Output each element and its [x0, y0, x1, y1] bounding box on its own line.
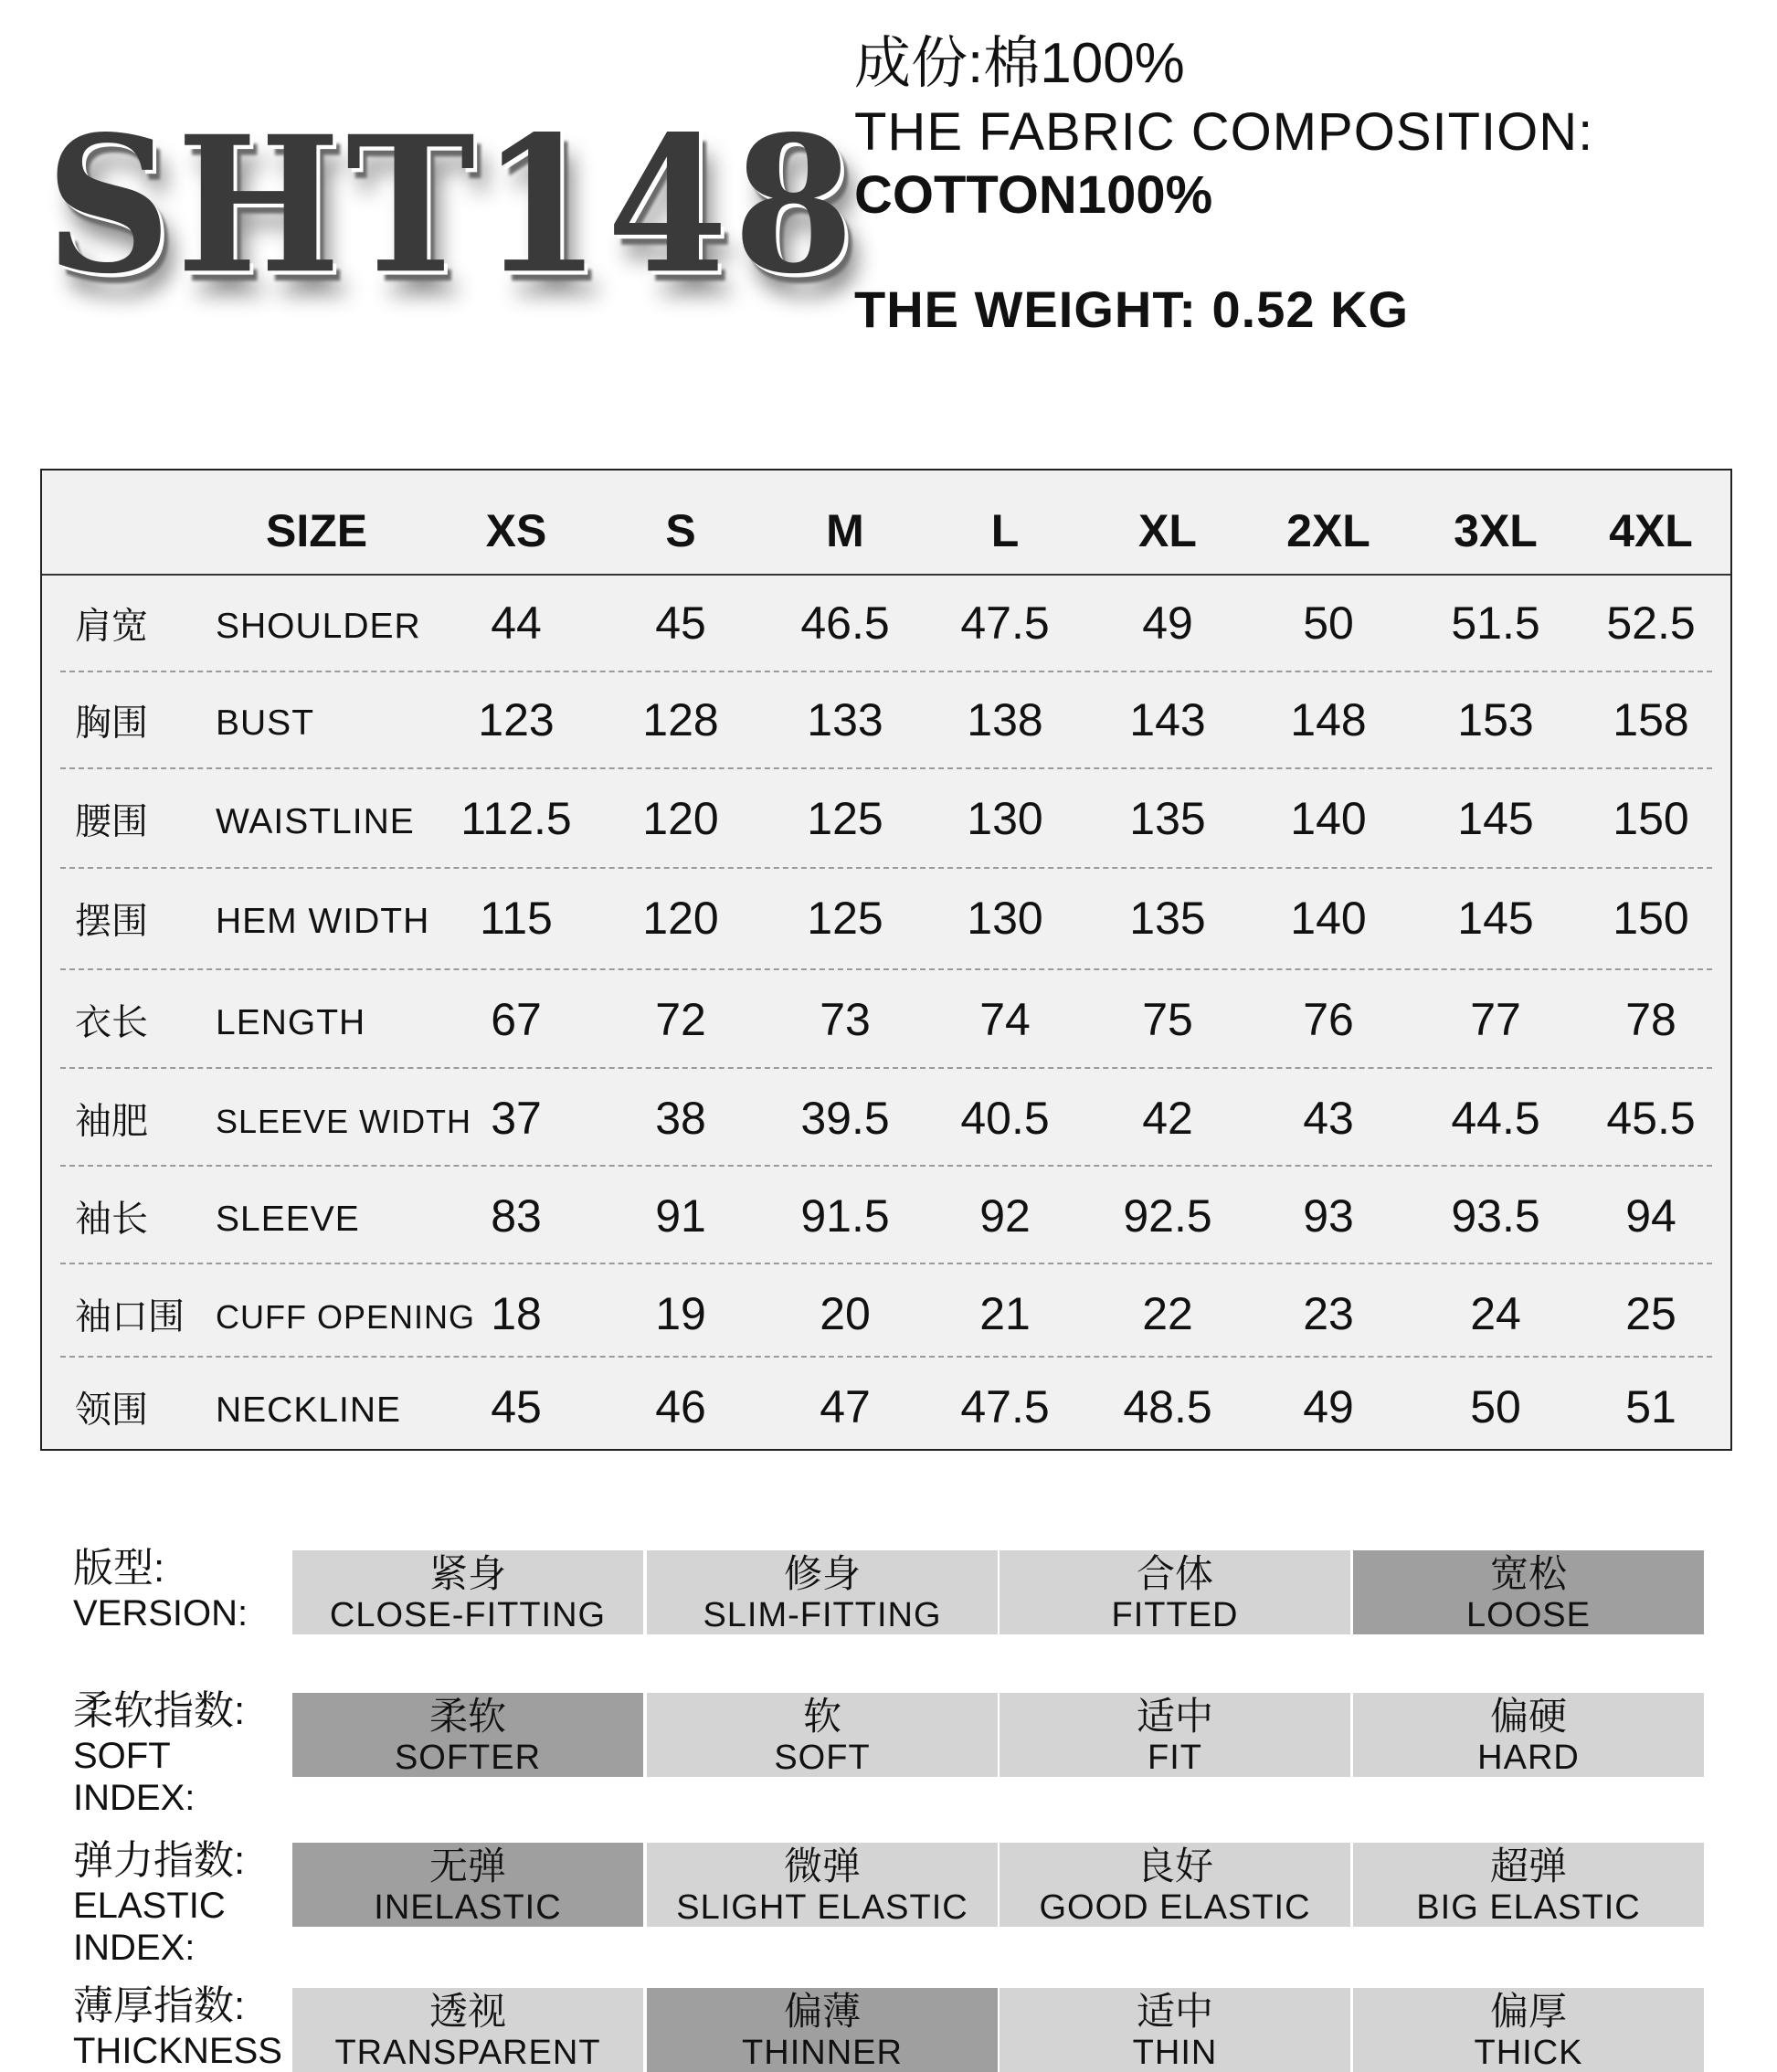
measure-label-en: SHOULDER [216, 607, 421, 646]
measure-value: 47.5 [960, 597, 1050, 649]
scale-label [73, 1687, 245, 1819]
scale-option-cn: 偏硬 [1489, 1695, 1567, 1738]
measure-value: 153 [1457, 694, 1534, 745]
measure-value: 123 [478, 694, 555, 745]
measure-label-en: CUFF OPENING [216, 1298, 476, 1336]
scale-label-cn: 版型: [73, 1546, 165, 1591]
measure-value: 158 [1613, 694, 1689, 745]
measure-label-cn: 领围 [75, 1390, 148, 1431]
measure-value: 49 [1142, 597, 1193, 649]
measure-value: 74 [979, 994, 1031, 1045]
size-header-3xl: 3XL [1454, 505, 1538, 556]
table-row [42, 1264, 1730, 1358]
scale-option [292, 1550, 643, 1634]
measure-label-cn: 袖长 [75, 1199, 148, 1240]
fabric-composition-cn: 成份:棉100% [854, 32, 1185, 95]
measure-label-cn: 衣长 [75, 1002, 148, 1043]
measure-value: 19 [655, 1288, 706, 1339]
measure-label-cn: 胸围 [75, 703, 148, 744]
measure-value: 25 [1625, 1288, 1677, 1339]
scale-option-en: LOOSE [1466, 1596, 1591, 1634]
measure-value: 67 [491, 994, 542, 1045]
measure-value: 138 [967, 694, 1043, 745]
measure-value: 130 [967, 893, 1043, 944]
measure-value: 78 [1625, 994, 1677, 1045]
scale-option-en: INELASTIC [374, 1888, 562, 1927]
scale-label [73, 1545, 248, 1634]
measure-value: 45 [491, 1381, 542, 1432]
scale-option [1353, 1693, 1704, 1777]
scale-option-cn: 超弹 [1489, 1845, 1567, 1887]
scale-label-en: ELASTIC [73, 1886, 226, 1926]
scale-option-cn: 良好 [1136, 1845, 1213, 1887]
measure-value: 140 [1290, 893, 1367, 944]
measure-label-en: SLEEVE [216, 1200, 360, 1239]
scale-label [73, 1837, 245, 1969]
scale-label-en: VERSION: [73, 1593, 249, 1633]
measure-label-en: LENGTH [216, 1003, 366, 1042]
measure-value: 91.5 [800, 1190, 890, 1242]
scale-option-cn: 偏厚 [1489, 1990, 1567, 2033]
size-header-xl: XL [1138, 505, 1197, 556]
scale-option [647, 1693, 998, 1777]
scale-option [1000, 1693, 1350, 1777]
measure-value: 18 [491, 1288, 542, 1339]
measure-value: 150 [1613, 893, 1689, 944]
scale-option-en: SLIM-FITTING [703, 1596, 942, 1634]
measure-value: 145 [1457, 893, 1534, 944]
measure-value: 48.5 [1123, 1381, 1212, 1432]
scale-label-en: INDEX: [73, 1778, 196, 1818]
scale-option [1000, 1550, 1350, 1634]
measure-value: 148 [1290, 694, 1367, 745]
measure-value: 49 [1303, 1381, 1354, 1432]
measure-value: 38 [655, 1093, 706, 1144]
scale-option-en: SLIGHT ELASTIC [676, 1888, 968, 1927]
scale-label-cn: 薄厚指数: [73, 1983, 246, 2028]
size-header-m: M [826, 505, 864, 556]
measure-value: 51 [1625, 1381, 1677, 1432]
measure-value: 42 [1142, 1093, 1193, 1144]
scale-option-cn: 无弹 [428, 1845, 506, 1887]
size-table [40, 469, 1732, 1451]
measure-label-cn: 肩宽 [75, 606, 148, 647]
measure-label-en: HEM WIDTH [216, 902, 430, 941]
measure-value: 20 [820, 1288, 871, 1339]
measure-value: 73 [820, 994, 871, 1045]
scale-option-en: SOFT [774, 1739, 871, 1777]
fabric-composition-value: COTTON100% [854, 165, 1213, 225]
fabric-info [854, 27, 1593, 339]
table-row [42, 1358, 1730, 1451]
size-header-label: SIZE [266, 505, 368, 556]
scale-option-en: FIT [1148, 1739, 1202, 1777]
scale-option-cn: 适中 [1136, 1695, 1213, 1738]
measure-value: 133 [807, 694, 883, 745]
size-header-s: S [665, 505, 696, 556]
scale-option [1000, 1988, 1350, 2072]
measure-value: 125 [807, 793, 883, 844]
size-header-xs: XS [485, 505, 547, 556]
measure-value: 24 [1470, 1288, 1521, 1339]
measure-value: 125 [807, 893, 883, 944]
scale-label-en: INDEX: [73, 1928, 196, 1968]
measure-value: 44.5 [1451, 1093, 1540, 1144]
scale-option-en: THICK [1474, 2034, 1583, 2072]
scale-option-en: THIN [1132, 2034, 1218, 2072]
scale-option-en: THINNER [742, 2034, 903, 2072]
measure-value: 94 [1625, 1190, 1677, 1242]
measure-value: 76 [1303, 994, 1354, 1045]
scale-option-selected [1353, 1550, 1704, 1634]
table-row [42, 671, 1730, 769]
measure-value: 39.5 [800, 1093, 890, 1144]
scale-option [1353, 1843, 1704, 1927]
measure-value: 21 [979, 1288, 1031, 1339]
measure-value: 93 [1303, 1190, 1354, 1242]
measure-value: 40.5 [960, 1093, 1050, 1144]
table-row [42, 769, 1730, 869]
scale-option-en: GOOD ELASTIC [1039, 1888, 1311, 1927]
measure-value: 140 [1290, 793, 1367, 844]
measure-value: 92.5 [1123, 1190, 1212, 1242]
measure-value: 72 [655, 994, 706, 1045]
measure-value: 128 [642, 694, 719, 745]
size-header-2xl: 2XL [1286, 505, 1370, 556]
measure-value: 23 [1303, 1288, 1354, 1339]
measure-label-en: WAISTLINE [216, 802, 415, 841]
scale-option-en: HARD [1477, 1739, 1580, 1777]
measure-value: 143 [1129, 694, 1206, 745]
size-header-4xl: 4XL [1609, 505, 1693, 556]
scale-option-cn: 修身 [783, 1552, 861, 1595]
fabric-weight: THE WEIGHT: 0.52 KG [854, 280, 1410, 338]
scale-option [292, 1988, 643, 2072]
scale-option [647, 1550, 998, 1634]
measure-value: 91 [655, 1190, 706, 1242]
scale-label [73, 1982, 282, 2072]
fabric-composition-title: THE FABRIC COMPOSITION: [854, 102, 1594, 162]
table-row [42, 970, 1730, 1069]
measure-value: 43 [1303, 1093, 1354, 1144]
scale-option-cn: 合体 [1136, 1552, 1213, 1595]
scale-option-en: CLOSE-FITTING [329, 1596, 607, 1634]
measure-value: 45.5 [1606, 1093, 1696, 1144]
size-header-l: L [990, 505, 1020, 556]
size-table-header [42, 470, 1730, 576]
scale-option-cn: 软 [802, 1695, 841, 1738]
scale-option [647, 1843, 998, 1927]
measure-value: 37 [491, 1093, 542, 1144]
scale-label-cn: 柔软指数: [73, 1688, 246, 1733]
measure-value: 150 [1613, 793, 1689, 844]
product-code: SHT148 [46, 95, 860, 315]
scale-option-cn: 微弹 [783, 1845, 861, 1887]
scale-option-cn: 宽松 [1489, 1552, 1567, 1595]
scale-label-cn: 弹力指数: [73, 1838, 246, 1883]
scale-option [1000, 1843, 1350, 1927]
table-row [42, 1069, 1730, 1167]
scale-option-selected [647, 1988, 998, 2072]
scale-option-en: SOFTER [394, 1739, 542, 1777]
scale-option-cn: 适中 [1136, 1990, 1213, 2033]
scale-label-en: THICKNESS [73, 2031, 282, 2071]
measure-value: 135 [1129, 893, 1206, 944]
product-logo [27, 91, 860, 329]
measure-value: 52.5 [1606, 597, 1696, 649]
measure-value: 83 [491, 1190, 542, 1242]
scale-option-selected [292, 1843, 643, 1927]
measure-label-cn: 袖口围 [75, 1296, 185, 1337]
measure-label-en: NECKLINE [216, 1390, 402, 1430]
measure-value: 44 [491, 597, 542, 649]
measure-value: 47 [820, 1381, 871, 1432]
measure-value: 115 [480, 893, 553, 944]
measure-value: 112.5 [460, 793, 572, 844]
measure-value: 45 [655, 597, 706, 649]
measure-label-en: SLEEVE WIDTH [216, 1103, 472, 1140]
measure-label-cn: 摆围 [75, 901, 148, 942]
scale-option-cn: 紧身 [428, 1552, 506, 1595]
table-row [42, 574, 1730, 672]
measure-value: 120 [642, 893, 719, 944]
scale-option-cn: 柔软 [428, 1695, 506, 1738]
measure-value: 135 [1129, 793, 1206, 844]
measure-value: 50 [1303, 597, 1354, 649]
measure-value: 77 [1470, 994, 1521, 1045]
scale-option [1353, 1988, 1704, 2072]
table-row [42, 1167, 1730, 1264]
measure-label-cn: 腰围 [75, 801, 148, 842]
scale-option-en: FITTED [1111, 1596, 1239, 1634]
scale-label-en: SOFT [73, 1736, 171, 1776]
measure-value: 92 [979, 1190, 1031, 1242]
measure-value: 120 [642, 793, 719, 844]
measure-value: 46.5 [800, 597, 890, 649]
table-row [42, 869, 1730, 970]
measure-value: 51.5 [1451, 597, 1540, 649]
scale-option-selected [292, 1693, 643, 1777]
measure-value: 75 [1142, 994, 1193, 1045]
measure-value: 93.5 [1451, 1190, 1540, 1242]
measure-value: 50 [1470, 1381, 1521, 1432]
measure-label-en: BUST [216, 703, 315, 743]
measure-value: 22 [1142, 1288, 1193, 1339]
measure-value: 145 [1457, 793, 1534, 844]
scale-option-en: BIG ELASTIC [1416, 1888, 1641, 1927]
measure-value: 47.5 [960, 1381, 1050, 1432]
measure-label-cn: 袖肥 [75, 1101, 148, 1142]
scale-option-cn: 透视 [428, 1990, 506, 2033]
scale-option-en: TRANSPARENT [334, 2034, 601, 2072]
scale-option-cn: 偏薄 [783, 1990, 861, 2033]
measure-value: 130 [967, 793, 1043, 844]
measure-value: 46 [655, 1381, 706, 1432]
